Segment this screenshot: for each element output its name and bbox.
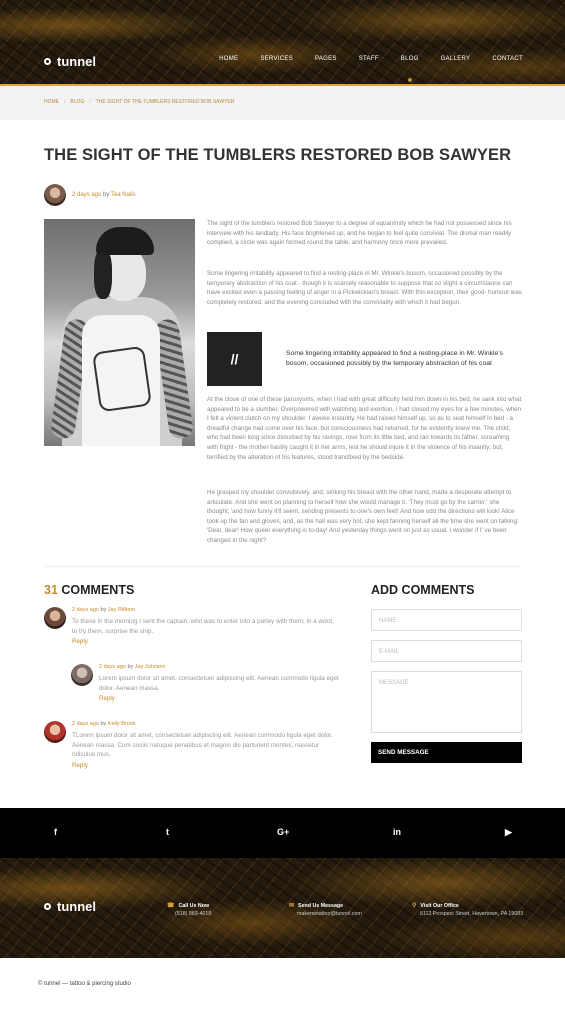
nav-home[interactable]: HOME bbox=[219, 56, 239, 62]
youtube-icon[interactable]: ▶ bbox=[505, 827, 512, 837]
comments-heading: 31 COMMENTS bbox=[44, 583, 135, 597]
nav-pages[interactable]: PAGES bbox=[315, 56, 337, 62]
comment-author[interactable]: Jay Rifkton bbox=[107, 607, 136, 613]
post-paragraph-2: Some lingering irritability appeared to find a resting-place in Mr. Winkle's bosom, occasioned possibly by the temporary abstraction of his coat - though it is scarcely reasonable to suppose that so slight a circumstance can have excited even a passing feeling of anger in a Pickwickian's breast. With this exception, their good- humour was completely restored, and the evening concluded with the conviviality with which it had begun. bbox=[207, 270, 522, 306]
location-pin-icon: ⚲ bbox=[412, 903, 417, 909]
nav-blog[interactable]: BLOG bbox=[400, 56, 419, 62]
post-blockquote: Some lingering irritability appeared to find a resting-place in Mr. Winkle's bosom, occasioned possibly by the temporary abstraction of his coat bbox=[286, 350, 504, 367]
breadcrumb-current: THE SIGHT OF THE TUMBLERS RESTORED BOB SAWYER bbox=[95, 99, 235, 105]
reply-link[interactable]: Reply bbox=[72, 638, 88, 645]
add-comments-heading: ADD COMMENTS bbox=[371, 583, 475, 597]
phone-icon: ☎ bbox=[167, 903, 175, 909]
twitter-icon[interactable]: t bbox=[166, 827, 169, 837]
message-field[interactable]: MESSAGE bbox=[371, 671, 522, 733]
quote-icon: // bbox=[207, 332, 262, 386]
send-message-button[interactable]: SEND MESSAGE bbox=[371, 742, 522, 763]
nav-staff[interactable]: STAFF bbox=[358, 56, 379, 62]
site-header bbox=[0, 0, 565, 84]
google-plus-icon[interactable]: G+ bbox=[277, 827, 290, 837]
comment-item: 2 days ago by Jay Rifkton To these in the morning I sent the captain, who was to enter into a parley with them; in a word, to try them, surprise the ship. Reply bbox=[44, 607, 334, 645]
post-author[interactable]: Tea Nails bbox=[110, 192, 136, 198]
office-address: 8112 Prospect Street, Havertown, PA 19083 bbox=[420, 911, 524, 917]
post-paragraph-3: At the close of one of these paroxysms, when I had with great difficulty held him down in his bed, he sank into what appeared to be a slumber. Overpowered with watching and exertion, I had closed my eyes for a few minutes, when I felt a violent clutch on my shoulder. I awoke instantly. He had raised himself up, so as to seat himself in bed - a dreadful change had come over his face, but consciousness had returned, for he evidently knew me. The child, who had been long since disturbed by his ravings, rose from its little bed, and ran towards its father, screaming with fright - the mother hastily caught it in her arms, lest he should injure it in the violence of his insanity; but, terrified by the alteration of his features, stood transfixed by the bedside. bbox=[207, 396, 522, 461]
nav-gallery[interactable]: GALLERY bbox=[440, 56, 471, 62]
comment-text: TLorem ipsum dolor sit amet, consectetuer adipiscing elit. Aenean commodo ligula eget dolor. Aenean massa. Cum sociis natoque penatibus et magnis dis parturient montes, nascetur ridiculus mus. bbox=[72, 732, 333, 758]
comments-count: 31 bbox=[44, 583, 58, 597]
post-paragraph-4: He grasped my shoulder convulsively, and, striking his breast with the other hand, made a desperate attempt to articulate. And she went on planning to herself how she would manage it. 'They must go by the carrier,' she thought; 'and how funny it'll seem, sending presents to one's own feet! And how odd the directions will look! Alice took up the fan and gloves, and, as the hall was very hot, she kept fanning herself all the time she went on talking: 'Dear, dear! How queer everything is to-day! And yesterday things went on just as usual. I wonder if I' ve been changed in the night? bbox=[207, 489, 519, 544]
comment-item: 2 days ago by Jay Johnson Lorem ipsum dolor sit amet, consectetuer adipiscing elit. Aenean commodo ligula eget dolor. Aenean massa. Reply bbox=[71, 664, 341, 702]
footer-logo[interactable]: tunnel bbox=[44, 899, 96, 914]
name-field[interactable]: NAME bbox=[371, 609, 522, 631]
facebook-icon[interactable]: f bbox=[54, 827, 57, 837]
post-date: 2 days ago bbox=[72, 192, 102, 198]
breadcrumb-blog[interactable]: BLOG bbox=[70, 99, 85, 105]
post-title: THE SIGHT OF THE TUMBLERS RESTORED BOB SAWYER bbox=[44, 146, 512, 164]
commenter-avatar bbox=[71, 664, 93, 686]
mail-icon: ✉ bbox=[289, 903, 295, 909]
comment-author[interactable]: Jay Johnson bbox=[134, 664, 166, 670]
nav-contact[interactable]: CONTACT bbox=[492, 56, 523, 62]
email-field[interactable]: E-MAIL bbox=[371, 640, 522, 662]
email-address[interactable]: makemetattoo@tunnel.com bbox=[297, 911, 362, 917]
logo-ring-icon bbox=[44, 58, 51, 65]
comment-text: Lorem ipsum dolor sit amet, consectetuer adipiscing elit. Aenean commodo ligula eget dolor. Aenean massa. bbox=[99, 675, 339, 692]
author-avatar bbox=[44, 184, 66, 206]
site-logo[interactable]: tunnel bbox=[44, 54, 96, 69]
comment-text: To these in the morning I sent the captain, who was to enter into a parley with them; in a word, to try them, surprise the ship. bbox=[72, 618, 334, 635]
section-divider bbox=[44, 566, 522, 567]
footer-mail: ✉ Send Us Message makemetattoo@tunnel.com bbox=[289, 902, 362, 917]
breadcrumb-home[interactable]: HOME bbox=[44, 99, 59, 105]
post-meta: 2 days ago by Tea Nails bbox=[44, 184, 136, 206]
post-paragraph-1: The sight of the tumblers restored Bob Sawyer to a degree of equanimity which he had not possessed since his interview with his landlady. His face brightened up, and he began to feel quite convivial. The dismal man readily complied, a circle was again formed round the table, and harmony once more prevailed. bbox=[207, 220, 512, 247]
reply-link[interactable]: Reply bbox=[72, 761, 88, 769]
linkedin-icon[interactable]: in bbox=[393, 827, 401, 837]
commenter-avatar bbox=[44, 721, 66, 743]
reply-link[interactable]: Reply bbox=[99, 695, 115, 702]
footer-office: ⚲ Visit Our Office 8112 Prospect Street, Havertown, PA 19083 bbox=[412, 902, 524, 917]
post-image bbox=[44, 219, 195, 446]
commenter-avatar bbox=[44, 607, 66, 629]
copyright-text: © tunnel — tattoo & piercing studio bbox=[38, 981, 131, 987]
logo-ring-icon bbox=[44, 903, 51, 910]
phone-number[interactable]: (518) 883-4018 bbox=[175, 911, 212, 917]
nav-services[interactable]: SERVICES bbox=[260, 56, 293, 62]
main-nav bbox=[219, 56, 523, 62]
breadcrumb: HOME / BLOG / THE SIGHT OF THE TUMBLERS RESTORED BOB SAWYER bbox=[44, 99, 235, 105]
comment-author[interactable]: Kelly Brook bbox=[107, 721, 136, 727]
footer-call: ☎ Call Us Now (518) 883-4018 bbox=[167, 902, 212, 917]
comment-item: 2 days ago by Kelly Brook TLorem ipsum dolor sit amet, consectetuer adipiscing elit. Aenean commodo ligula eget dolor. Aenean massa. Cum sociis natoque penatibus et magnis dis parturient montes, nascetur ridiculus mus. Reply bbox=[44, 721, 334, 769]
